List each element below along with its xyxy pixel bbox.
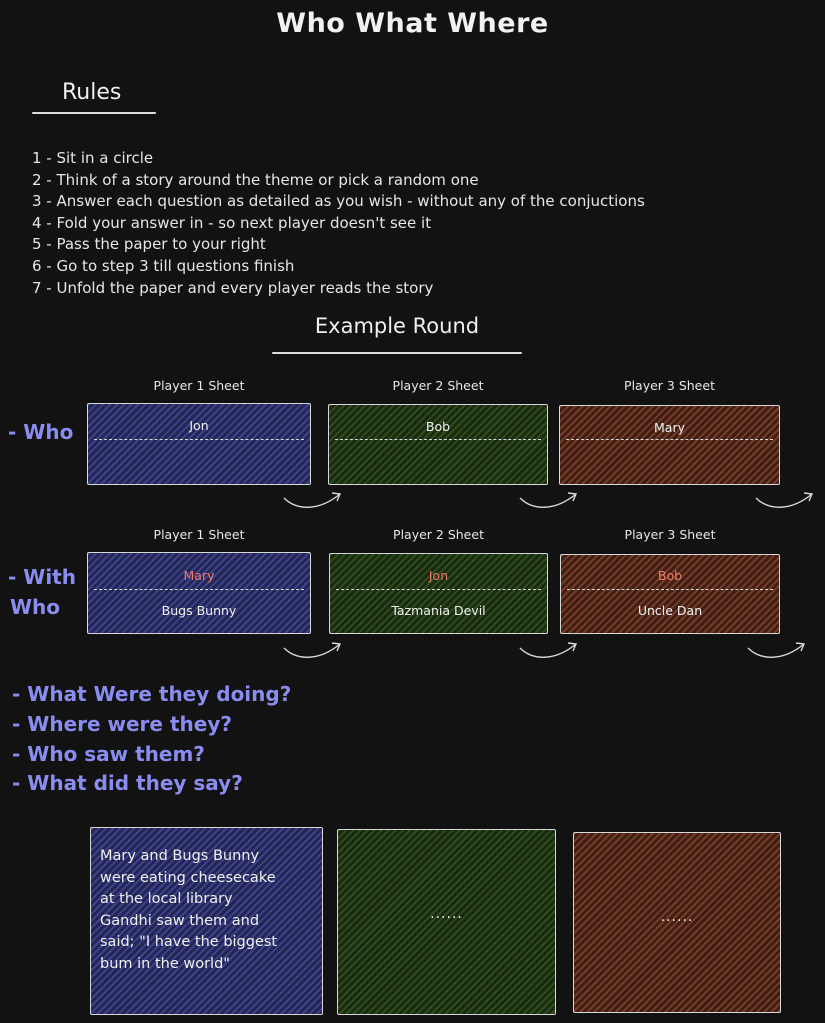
- fold-line: [94, 439, 304, 440]
- rule-item: 3 - Answer each question as detailed as you wish - without any of the conjuctions: [32, 192, 645, 211]
- story-line: said; "I have the biggest: [100, 934, 278, 951]
- folded-answer: Jon: [428, 568, 449, 583]
- sheet-answer: Uncle Dan: [637, 603, 703, 618]
- pass-arrow-icon: [282, 640, 344, 664]
- pass-arrow-icon: [746, 640, 808, 664]
- question-item: - What did they say?: [12, 771, 243, 796]
- rules-underline: [32, 112, 156, 114]
- row-label-who: - Who: [8, 420, 74, 444]
- rule-item: 7 - Unfold the paper and every player reads the story: [32, 278, 434, 297]
- player-1-who-sheet: [87, 403, 311, 485]
- folded-answer: Mary: [183, 568, 215, 583]
- example-heading: Example Round: [314, 314, 480, 338]
- final-brown-sheet: [573, 832, 781, 1013]
- folded-answer: Bob: [657, 568, 683, 583]
- sheet-label: Player 2 Sheet: [392, 378, 484, 393]
- rule-item: 5 - Pass the paper to your right: [32, 235, 266, 254]
- story-line: were eating cheesecake: [100, 869, 276, 886]
- row-label-with-who: - With: [8, 565, 76, 589]
- fold-line: [335, 439, 541, 440]
- player-3-with-who-sheet: [560, 554, 780, 634]
- row-label-with-who-line-2: Who: [10, 595, 61, 619]
- fold-line: [567, 589, 773, 590]
- fold-line: [336, 589, 541, 590]
- rules-list: [32, 148, 645, 299]
- rule-item: 6 - Go to step 3 till questions finish: [32, 256, 295, 275]
- final-green-sheet: [337, 829, 556, 1015]
- story-line: at the local library: [100, 891, 233, 908]
- player-1-with-who-sheet: [87, 552, 311, 634]
- rule-item: 4 - Fold your answer in - so next player doesn't see it: [32, 213, 432, 232]
- story-text: [100, 846, 277, 976]
- pass-arrow-icon: [754, 490, 816, 514]
- fold-line: [566, 439, 773, 440]
- sheet-answer: Jon: [189, 418, 209, 433]
- sheet-answer: Bugs Bunny: [161, 603, 237, 618]
- pass-arrow-icon: [518, 640, 580, 664]
- question-item: - What Were they doing?: [12, 682, 292, 706]
- sheet-label: Player 3 Sheet: [624, 527, 716, 542]
- player-3-who-sheet: [559, 405, 780, 485]
- fold-line: [94, 589, 304, 590]
- rule-item: 1 - Sit in a circle: [32, 149, 154, 167]
- sheet-answer: Mary: [654, 420, 685, 435]
- sheet-label: Player 2 Sheet: [393, 527, 484, 542]
- final-story-sheet: [90, 827, 323, 1015]
- remaining-questions: [12, 680, 291, 799]
- pass-arrow-icon: [282, 490, 344, 514]
- rules-heading: Rules: [62, 80, 122, 105]
- sheet-label: Player 1 Sheet: [153, 378, 245, 393]
- story-line: Mary and Bugs Bunny: [100, 848, 260, 864]
- question-item: - Where were they?: [12, 711, 232, 736]
- question-item: - Who saw them?: [12, 741, 205, 766]
- sheet-answer: Bob: [425, 419, 451, 434]
- pass-arrow-icon: [518, 490, 580, 514]
- sheet-label: Player 3 Sheet: [624, 378, 715, 393]
- sheet-placeholder: ......: [660, 909, 694, 925]
- sheet-placeholder: ......: [430, 906, 463, 922]
- example-underline: [272, 352, 522, 354]
- sheet-answer: Tazmania Devil: [391, 603, 486, 618]
- player-2-who-sheet: [328, 404, 548, 485]
- player-2-with-who-sheet: [329, 553, 548, 634]
- sheet-label: Player 1 Sheet: [153, 527, 245, 542]
- story-line: Gandhi saw them and: [100, 912, 260, 929]
- page-title: Who What Where: [276, 8, 549, 39]
- rule-item: 2 - Think of a story around the theme or pick a random one: [32, 170, 479, 189]
- story-line: bum in the world": [100, 955, 230, 972]
